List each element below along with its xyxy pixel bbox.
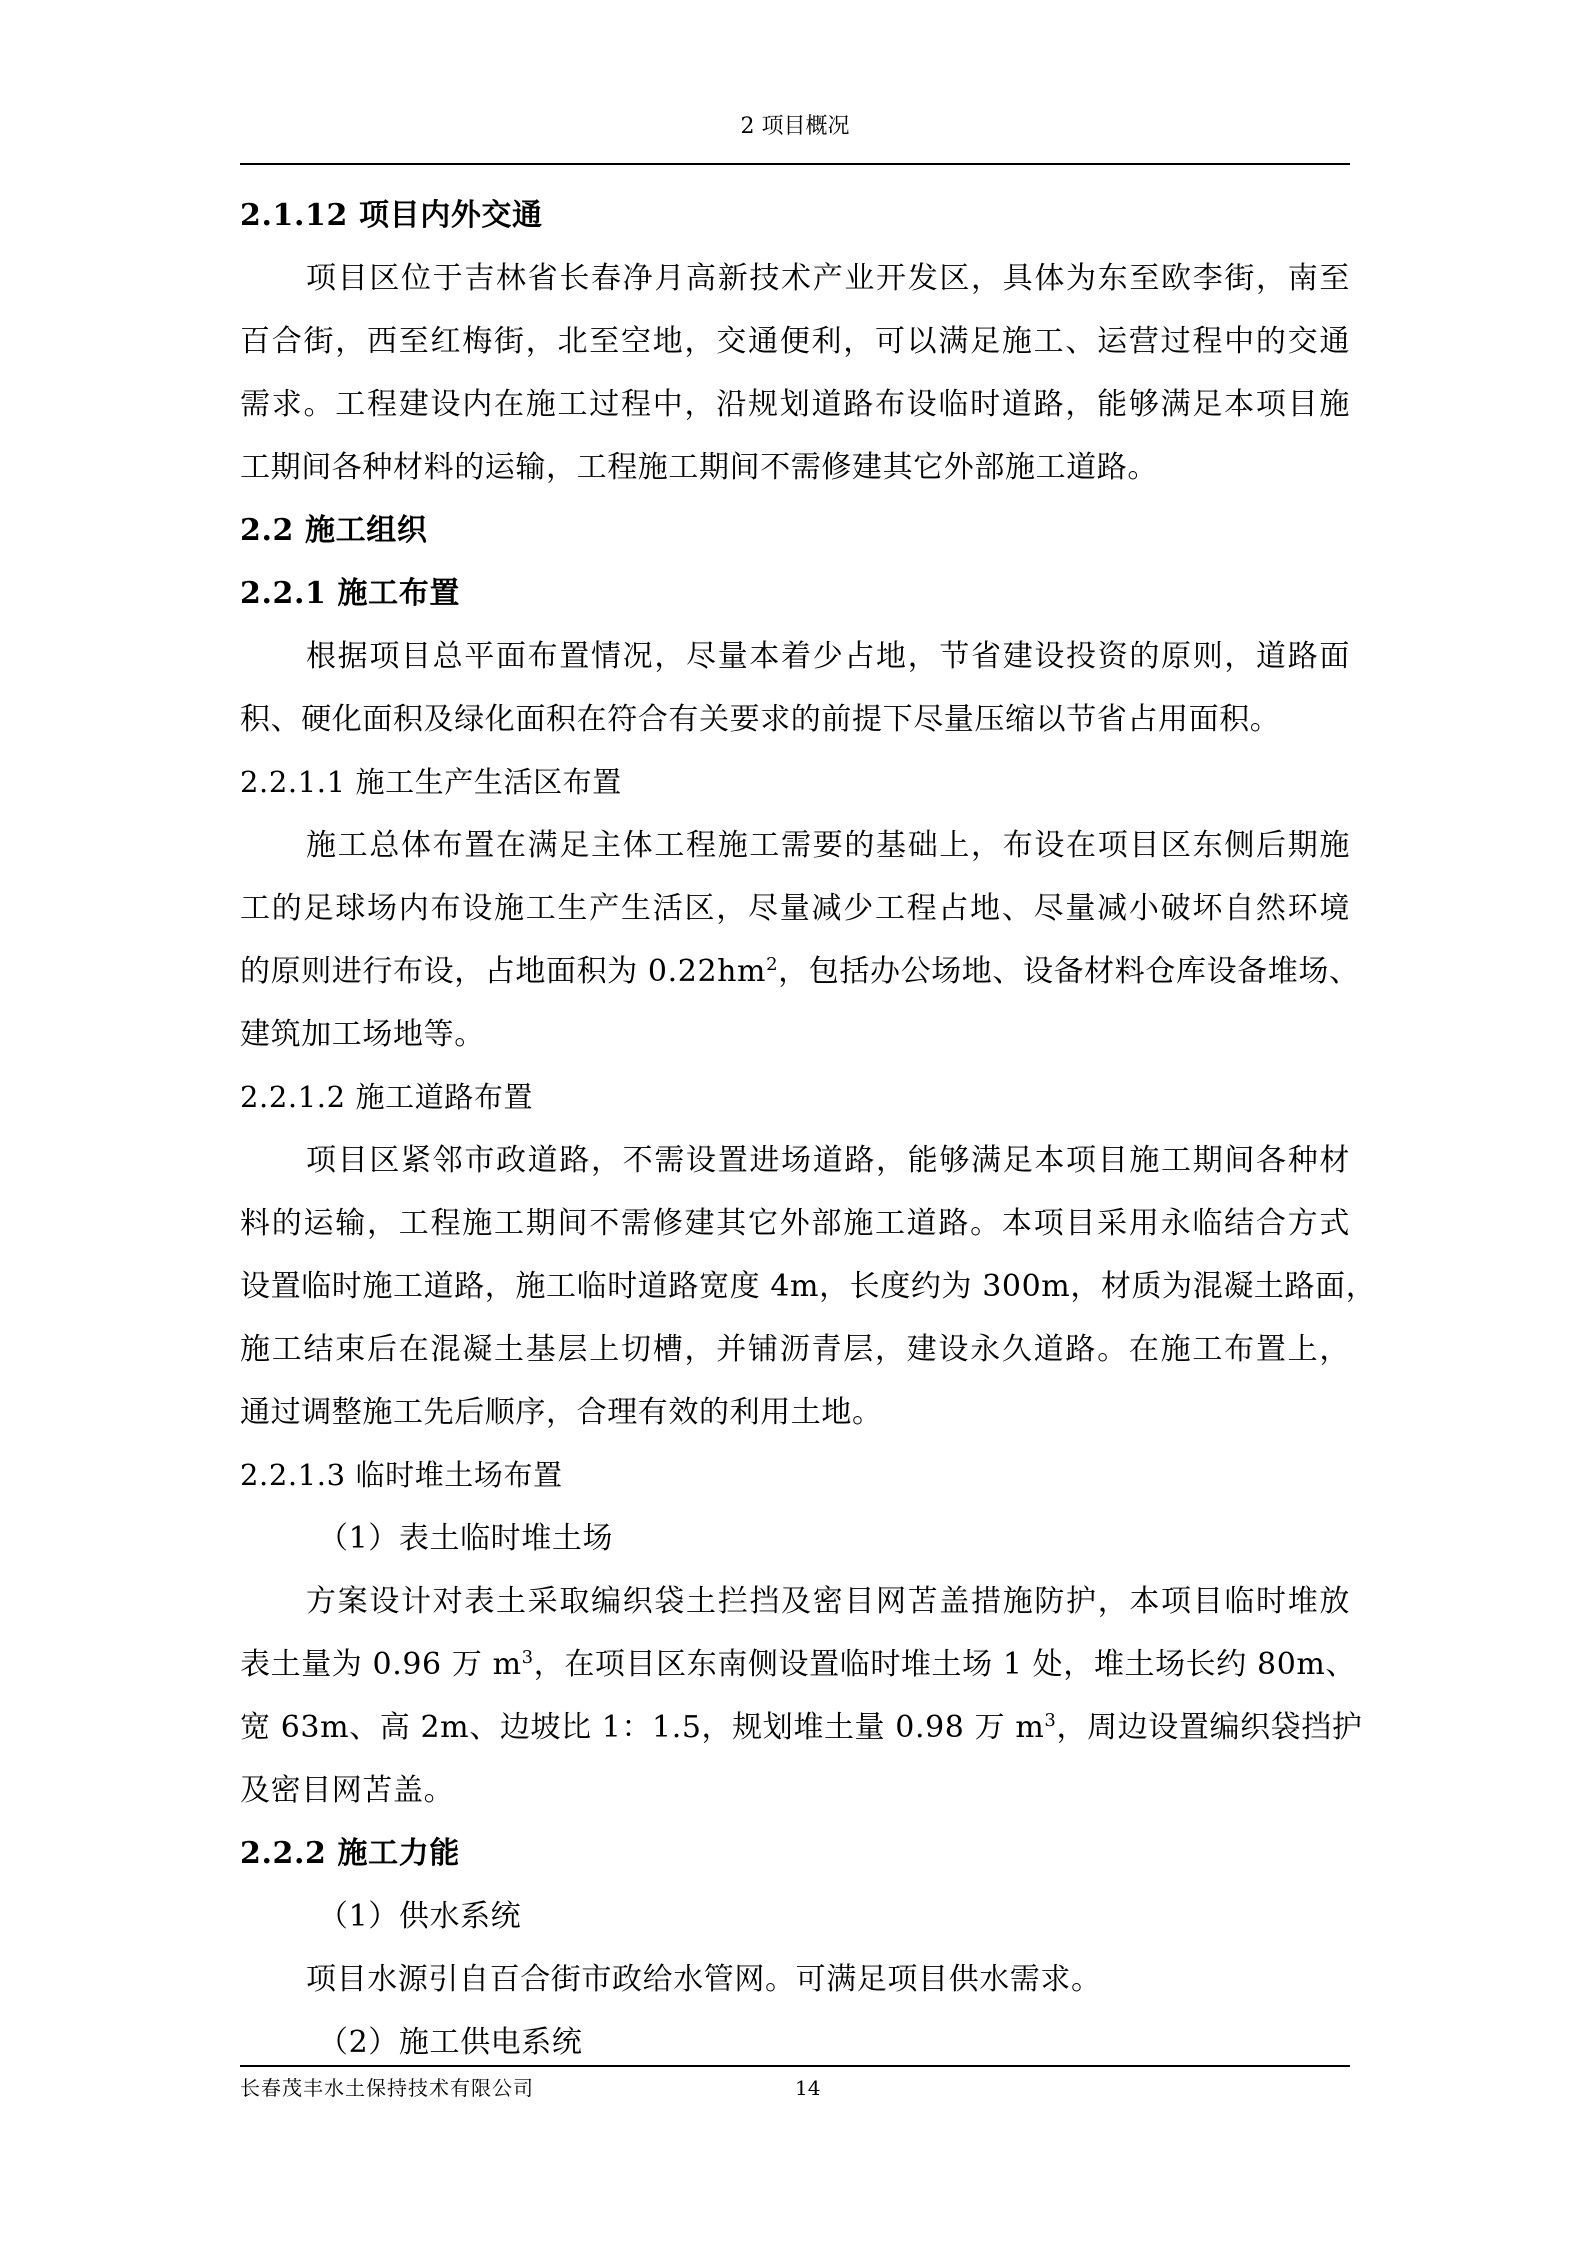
area-superscript: 2 [766,954,779,975]
paragraph-living-area-line-3 [240,940,1360,1003]
paragraph-living-area-line-2: 工的足球场内布设施工生产生活区，尽量减少工程占地、尽量减小破坏自然环境 [240,891,1350,926]
section-2-2-1-1-heading: 2.2.1.1 施工生产生活区布置 [240,765,622,799]
planned-superscript: 3 [1044,1710,1057,1731]
section-2-1-12-heading: 2.1.12 项目内外交通 [240,198,543,233]
volume-text-b: ，在项目区东南侧设置临时堆土场 1 处，堆土场长约 80m、 [533,1647,1357,1682]
paragraph-road-line-4: 施工结束后在混凝土基层上切槽，并铺沥青层，建设永久道路。在施工布置上， [240,1332,1350,1367]
paragraph-traffic-line-3: 需求。工程建设内在施工过程中，沿规划道路布设临时道路，能够满足本项目施 [240,387,1350,422]
footer-rule [240,2065,1350,2067]
paragraph-stockpile-line-1: 方案设计对表土采取编织袋土拦挡及密目网苫盖措施防护，本项目临时堆放 [306,1584,1350,1619]
section-2-2-1-2-heading: 2.2.1.2 施工道路布置 [240,1080,534,1114]
paragraph-road-line-1: 项目区紧邻市政道路，不需设置进场道路，能够满足本项目施工期间各种材 [306,1143,1350,1178]
paragraph-stockpile-line-2 [240,1633,1357,1696]
paragraph-water-supply: 项目水源引自百合街市政给水管网。可满足项目供水需求。 [306,1962,1102,1997]
paragraph-stockpile-line-4: 及密目网苫盖。 [240,1773,455,1808]
paragraph-traffic-line-2: 百合街，西至红梅街，北至空地，交通便利，可以满足施工、运营过程中的交通 [240,324,1350,359]
volume-text-a: 表土量为 0.96 万 m [240,1647,522,1682]
list-item-topsoil-stockpile: （1）表土临时堆土场 [318,1521,614,1556]
section-2-2-1-heading: 2.2.1 施工布置 [240,576,460,611]
section-2-2-heading: 2.2 施工组织 [240,513,428,548]
list-item-power-supply: （2）施工供电系统 [318,2025,583,2060]
planned-text-b: ，周边设置编织袋挡护 [1056,1710,1363,1745]
paragraph-traffic-line-4: 工期间各种材料的运输，工程施工期间不需修建其它外部施工道路。 [240,450,1158,485]
paragraph-road-line-3: 设置临时施工道路，施工临时道路宽度 4m，长度约为 300m，材质为混凝土路面， [240,1269,1377,1304]
area-text-a: 的原则进行布设，占地面积为 0.22hm [240,954,767,989]
paragraph-layout-line-1: 根据项目总平面布置情况，尽量本着少占地，节省建设投资的原则，道路面 [306,639,1350,674]
paragraph-road-line-5: 通过调整施工先后顺序，合理有效的利用土地。 [240,1395,883,1430]
section-2-2-1-3-heading: 2.2.1.3 临时堆土场布置 [240,1458,563,1492]
header-rule [240,163,1350,165]
paragraph-road-line-2: 料的运输，工程施工期间不需修建其它外部施工道路。本项目采用永临结合方式 [240,1206,1350,1241]
footer-company: 长春茂丰水土保持技术有限公司 [240,2076,534,2100]
planned-text-a: 宽 63m、高 2m、边坡比 1：1.5，规划堆土量 0.98 万 m [240,1710,1045,1745]
page-number: 14 [795,2076,821,2100]
paragraph-stockpile-line-3 [240,1696,1363,1759]
paragraph-living-area-line-4: 建筑加工场地等。 [240,1017,485,1052]
paragraph-living-area-line-1: 施工总体布置在满足主体工程施工需要的基础上，布设在项目区东侧后期施 [306,828,1350,863]
page-body [240,184,1377,2074]
volume-superscript: 3 [521,1647,534,1668]
section-2-2-2-heading: 2.2.2 施工力能 [240,1836,460,1871]
running-header: 2 项目概况 [740,114,850,139]
area-text-b: ，包括办公场地、设备材料仓库设备堆场、 [778,954,1360,989]
list-item-water-supply: （1）供水系统 [318,1899,522,1934]
paragraph-traffic-line-1: 项目区位于吉林省长春净月高新技术产业开发区，具体为东至欧李街，南至 [306,261,1350,296]
paragraph-layout-line-2: 积、硬化面积及绿化面积在符合有关要求的前提下尽量压缩以节省占用面积。 [240,702,1281,737]
